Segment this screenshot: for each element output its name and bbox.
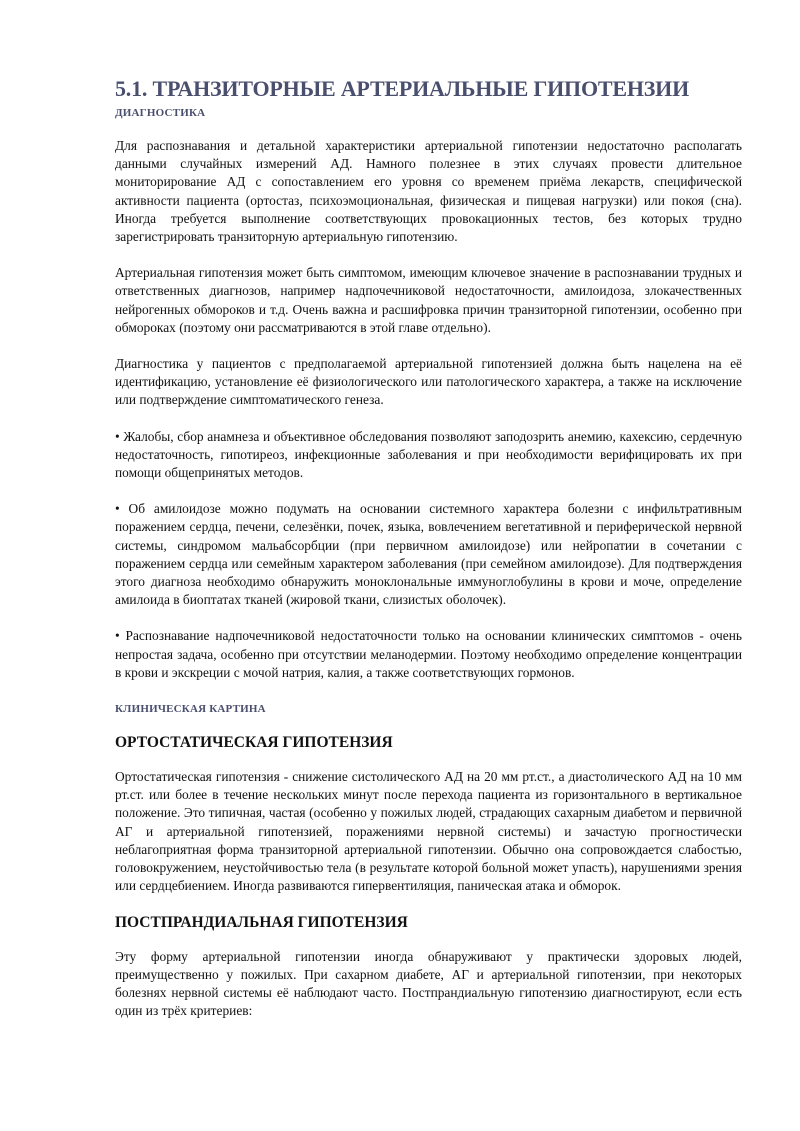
page-title: 5.1. ТРАНЗИТОРНЫЕ АРТЕРИАЛЬНЫЕ ГИПОТЕНЗИИ <box>115 76 689 101</box>
bullet-adrenal: • Распознавание надпочечниковой недостаточности только на основании клинических симптомов - очень непростая задача, особенно при отсутствии меланодермии. Поэтому необходимо определение концентрации в крови и экскреции с мочой натрия, калия, а также соответствующих гормонов. <box>115 628 742 680</box>
paragraph-postprandial: Эту форму артериальной гипотензии иногда обнаруживают у практически здоровых людей, преимущественно у пожилых. При сахарном диабете, АГ и артериальной гипотензии, при некоторых болезнях нервной системы её наблюдают часто. Постпрандиальную гипотензию диагностируют, если есть один из трёх критериев: <box>115 948 742 1019</box>
paragraph-diagnosis-goal: Диагностика у пациентов с предполагаемой артериальной гипотензией должна быть нацелена на её идентификацию, установление её физиологического или патологического характера, а также на исключение или подтверждение симптоматического генеза. <box>115 356 742 408</box>
heading-postprandial: ПОСТПРАНДИАЛЬНАЯ ГИПОТЕНЗИЯ <box>115 913 408 931</box>
paragraph-intro: Для распознавания и детальной характеристики артериальной гипотензии недостаточно располагать данными случайных измерений АД. Намного полезнее в этих случаях провести длительное мониторирование АД с сопоставлением его уровня со временем приёма лекарств, специфической активности пациента (ортостаз, психоэмоциональная, физическая и пищевая нагрузки) или покоя (сна). Иногда требуется выполнение соответствующих провокационных тестов, без которых трудно зарегистрировать транзиторную артериальную гипотензию. <box>115 138 742 245</box>
paragraph-orthostatic: Ортостатическая гипотензия - снижение систолического АД на 20 мм рт.ст., а диастолического АД на 10 мм рт.ст. или более в течение нескольких минут после перехода пациента из горизонтального в вертикальное положение. Это типичная, частая (особенно у пожилых людей, страдающих сахарным диабетом и первичной АГ и артериальной гипотензией, поражениями нервной системы) и зачастую прогностически неблагоприятная форма транзиторной артериальной гипотензии. Обычно она сопровождается слабостью, головокружением, неустойчивостью тела (в результате которой больной может упасть), нарушениями зрения или сердцебиением. Иногда развиваются гипервентиляция, паническая атака и обморок. <box>115 769 742 894</box>
bullet-amyloidosis: • Об амилоидозе можно подумать на основании системного характера болезни с инфильтративным поражением сердца, печени, селезёнки, почек, языка, вовлечением вегетативной и периферической нервной системы, синдромом мальабсорбции (при первичном амилоидозе) или нейропатии в сочетании с поражением сердца или семейным характером заболевания (при семейном амилоидозе). Для подтверждения этого диагноза необходимо обнаружить моноклональные иммуноглобулины в крови и моче, определение амилоида в биоптатах тканей (жировой ткани, слизистых оболочек). <box>115 501 742 608</box>
bullet-complaints: • Жалобы, сбор анамнеза и объективное обследования позволяют заподозрить анемию, кахексию, сердечную недостаточность, гипотиреоз, инфекционные заболевания и при необходимости верифицировать их при помощи общепринятых методов. <box>115 428 742 481</box>
heading-orthostatic: ОРТОСТАТИЧЕСКАЯ ГИПОТЕНЗИЯ <box>115 734 393 752</box>
document-page <box>115 76 742 1020</box>
section-label-diagnostics: ДИАГНОСТИКА <box>115 107 206 119</box>
section-label-clinical: КЛИНИЧЕСКАЯ КАРТИНА <box>115 703 266 716</box>
paragraph-symptom: Артериальная гипотензия может быть симптомом, имеющим ключевое значение в распознавании трудных и ответственных диагнозов, например надпочечниковой недостаточности, амилоидоза, злокачественных нейрогенных обмороков и т.д. Очень важна и расшифровка причин транзиторной гипотензии, особенно при обмороках (поэтому они рассматриваются в этой главе отдельно). <box>115 265 742 335</box>
